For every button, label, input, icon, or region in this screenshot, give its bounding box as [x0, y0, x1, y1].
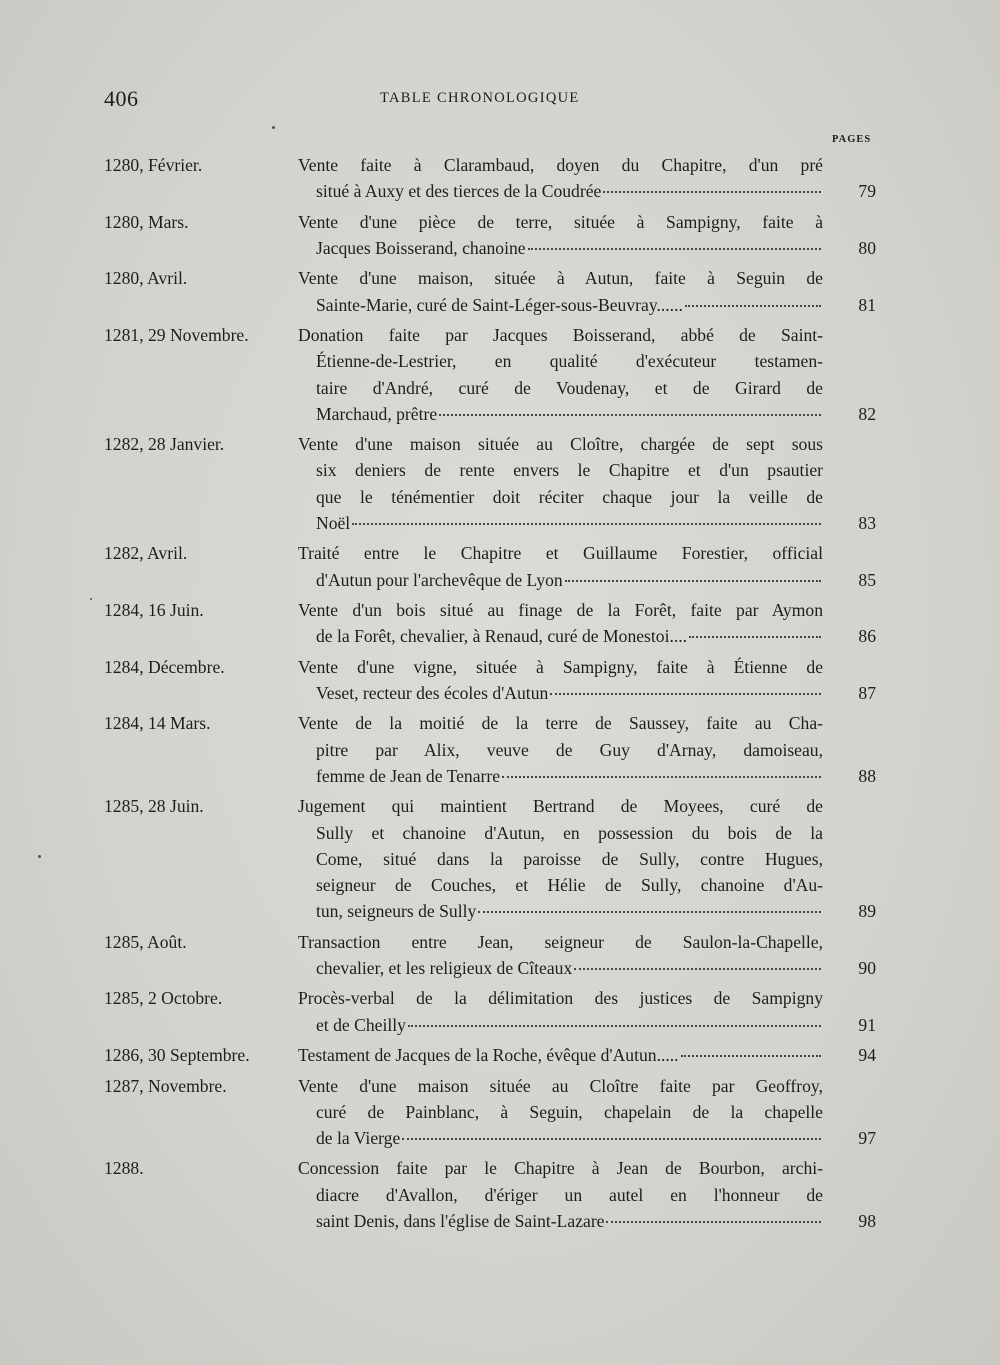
entry-date: 1287, Novembre.: [104, 1075, 227, 1096]
entry-line: saint Denis, dans l'église de Saint-Lazare: [316, 1210, 605, 1231]
entry-date: 1284, Décembre.: [104, 656, 225, 677]
dot-leader: [528, 234, 821, 250]
table-entry: [104, 1042, 879, 1068]
entry-line: Étienne-de-Lestrier, en qualité d'exécuteur testamen-: [316, 351, 823, 372]
table-entry: [104, 152, 879, 204]
chronological-table: [104, 152, 879, 1238]
entry-description: [298, 209, 823, 261]
entry-page-number: 79: [858, 181, 876, 202]
entry-page-number: 89: [858, 901, 876, 922]
paper-speck: [90, 598, 92, 600]
entry-last-line: [298, 235, 823, 261]
table-entry: [104, 793, 879, 924]
entry-description: [298, 929, 823, 981]
entry-line: de la Forêt, chevalier, à Renaud, curé de Monestoi....: [316, 626, 688, 647]
dot-leader: [352, 509, 821, 525]
entry-last-line: [298, 763, 823, 789]
entry-description: [298, 710, 823, 789]
entry-last-line: [298, 178, 823, 204]
dot-leader: [681, 1041, 821, 1057]
entry-date: 1285, Août.: [104, 931, 187, 952]
entry-date: 1280, Février.: [104, 155, 203, 175]
entry-line: Sainte-Marie, curé de Saint-Léger-sous-Beuvray......: [316, 294, 683, 315]
table-entry: [104, 929, 879, 981]
entry-line: Vente d'une vigne, située à Sampigny, faite à Étienne de: [298, 656, 823, 677]
entry-last-line: [298, 292, 823, 318]
dot-leader: [574, 954, 821, 970]
entry-page-number: 85: [858, 569, 876, 590]
dot-leader: [550, 679, 821, 695]
entry-line: seigneur de Couches, et Hélie de Sully, chanoine d'Au-: [316, 874, 823, 895]
entry-page-number: 88: [858, 765, 876, 786]
entry-line: chevalier, et les religieux de Cîteaux: [316, 957, 573, 978]
entry-description: [298, 985, 823, 1037]
entry-page-number: 86: [858, 626, 876, 647]
entry-page-number: 98: [858, 1210, 876, 1231]
dot-leader: [565, 565, 821, 581]
entry-line: et de Cheilly: [316, 1014, 406, 1035]
table-entry: [104, 985, 879, 1037]
dot-leader: [478, 897, 821, 913]
entry-date: 1285, 28 Juin.: [104, 796, 204, 817]
entry-line: taire d'André, curé de Voudenay, et de Girard de: [316, 377, 823, 398]
entry-line: de la Vierge: [316, 1127, 401, 1148]
entry-line: Come, situé dans la paroisse de Sully, contre Hugues,: [316, 848, 823, 869]
entry-description: [298, 1042, 823, 1068]
entry-line: d'Autun pour l'archevêque de Lyon: [316, 569, 563, 590]
entry-date: 1282, Avril.: [104, 543, 188, 564]
entry-description: [298, 1155, 823, 1234]
entry-date: 1284, 14 Mars.: [104, 713, 211, 734]
entry-line: Vente d'une maison située au Cloître, chargée de sept sous: [298, 434, 823, 455]
entry-line: Marchaud, prêtre: [316, 403, 438, 424]
entry-description: [298, 152, 823, 204]
entry-last-line: [298, 680, 823, 706]
entry-line: Concession faite par le Chapitre à Jean de Bourbon, archi-: [298, 1158, 823, 1179]
table-entry: [104, 209, 879, 261]
entry-last-line: [298, 898, 823, 924]
entry-page-number: 80: [858, 237, 876, 258]
entry-line: Vente d'un bois situé au finage de la Forêt, faite par Aymon: [298, 600, 823, 621]
dot-leader: [439, 400, 821, 416]
entry-date: 1282, 28 Janvier.: [104, 434, 225, 455]
entry-description: [298, 1073, 823, 1152]
entry-last-line: [298, 567, 823, 593]
page-number: 406: [104, 86, 139, 111]
dot-leader: [685, 291, 821, 307]
entry-page-number: 94: [858, 1045, 876, 1066]
table-entry: [104, 597, 879, 649]
entry-date: 1288.: [104, 1158, 144, 1179]
entry-description: [298, 654, 823, 706]
entry-last-line: [298, 1208, 823, 1234]
entry-line: Vente de la moitié de la terre de Saussey, faite au Cha-: [298, 713, 823, 734]
entry-line: Transaction entre Jean, seigneur de Saulon-la-Chapelle,: [298, 931, 823, 952]
entry-line: tun, seigneurs de Sully: [316, 901, 477, 922]
entry-page-number: 81: [858, 294, 876, 315]
entry-line: pitre par Alix, veuve de Guy d'Arnay, damoiseau,: [316, 739, 823, 760]
entry-date: 1285, 2 Octobre.: [104, 988, 223, 1009]
entry-last-line: [298, 955, 823, 981]
entry-line: situé à Auxy et des tierces de la Coudrée: [316, 181, 602, 202]
entry-line: Vente d'une maison située au Cloître faite par Geoffroy,: [298, 1075, 823, 1096]
entry-description: [298, 431, 823, 536]
entry-line: Noël: [316, 512, 351, 533]
paper-speck: [272, 126, 275, 129]
table-entry: [104, 1155, 879, 1234]
entry-line: diacre d'Avallon, d'ériger un autel en l'honneur de: [316, 1184, 823, 1205]
entry-date: 1284, 16 Juin.: [104, 600, 204, 621]
entry-line: Donation faite par Jacques Boisserand, abbé de Saint-: [298, 325, 823, 346]
entry-date: 1286, 30 Septembre.: [104, 1045, 250, 1066]
entry-page-number: 82: [858, 403, 876, 424]
entry-last-line: [298, 1012, 823, 1038]
entry-line: Traité entre le Chapitre et Guillaume Forestier, official: [298, 543, 823, 564]
running-title: TABLE CHRONOLOGIQUE: [380, 90, 580, 106]
table-entry: [104, 1073, 879, 1152]
dot-leader: [606, 1207, 821, 1223]
entry-description: [298, 597, 823, 649]
pages-column-header: PAGES: [832, 134, 872, 145]
entry-line: femme de Jean de Tenarre: [316, 765, 501, 786]
entry-line: curé de Painblanc, à Seguin, chapelain de la chapelle: [316, 1101, 823, 1122]
dot-leader: [603, 177, 821, 193]
dot-leader: [689, 622, 821, 638]
table-entry: [104, 322, 879, 427]
table-entry: [104, 265, 879, 317]
entry-description: [298, 322, 823, 427]
entry-description: [298, 793, 823, 924]
table-entry: [104, 654, 879, 706]
entry-last-line: [298, 1125, 823, 1151]
entry-description: [298, 265, 823, 317]
entry-line: Veset, recteur des écoles d'Autun: [316, 682, 549, 703]
entry-line: Procès-verbal de la délimitation des justices de Sampigny: [298, 988, 823, 1009]
dot-leader: [502, 762, 821, 778]
entry-date: 1281, 29 Novembre.: [104, 325, 249, 346]
entry-last-line: [298, 623, 823, 649]
table-entry: [104, 540, 879, 592]
entry-line: Testament de Jacques de la Roche, évêque d'Autun.....: [298, 1045, 679, 1066]
entry-last-line: [298, 1042, 823, 1068]
paper-speck: [38, 855, 41, 858]
entry-line: que le ténémentier doit réciter chaque jour la veille de: [316, 486, 823, 507]
entry-line: Vente d'une maison, située à Autun, faite à Seguin de: [298, 268, 823, 289]
dot-leader: [402, 1124, 821, 1140]
entry-line: Jugement qui maintient Bertrand de Moyees, curé de: [298, 796, 823, 817]
entry-page-number: 83: [858, 512, 876, 533]
entry-page-number: 87: [858, 682, 876, 703]
entry-date: 1280, Avril.: [104, 268, 188, 289]
table-entry: [104, 431, 879, 536]
entry-line: six deniers de rente envers le Chapitre et d'un psautier: [316, 460, 823, 481]
entry-page-number: 91: [858, 1014, 876, 1035]
entry-date: 1280, Mars.: [104, 211, 189, 232]
table-entry: [104, 710, 879, 789]
dot-leader: [408, 1010, 821, 1026]
entry-line: Jacques Boisserand, chanoine: [316, 237, 526, 258]
entry-line: Vente faite à Clarambaud, doyen du Chapitre, d'un pré: [298, 155, 823, 175]
entry-page-number: 90: [858, 957, 876, 978]
entry-description: [298, 540, 823, 592]
entry-page-number: 97: [858, 1127, 876, 1148]
entry-line: Sully et chanoine d'Autun, en possession du bois de la: [316, 822, 823, 843]
entry-line: Vente d'une pièce de terre, située à Sampigny, faite à: [298, 211, 823, 232]
entry-last-line: [298, 510, 823, 536]
entry-last-line: [298, 401, 823, 427]
